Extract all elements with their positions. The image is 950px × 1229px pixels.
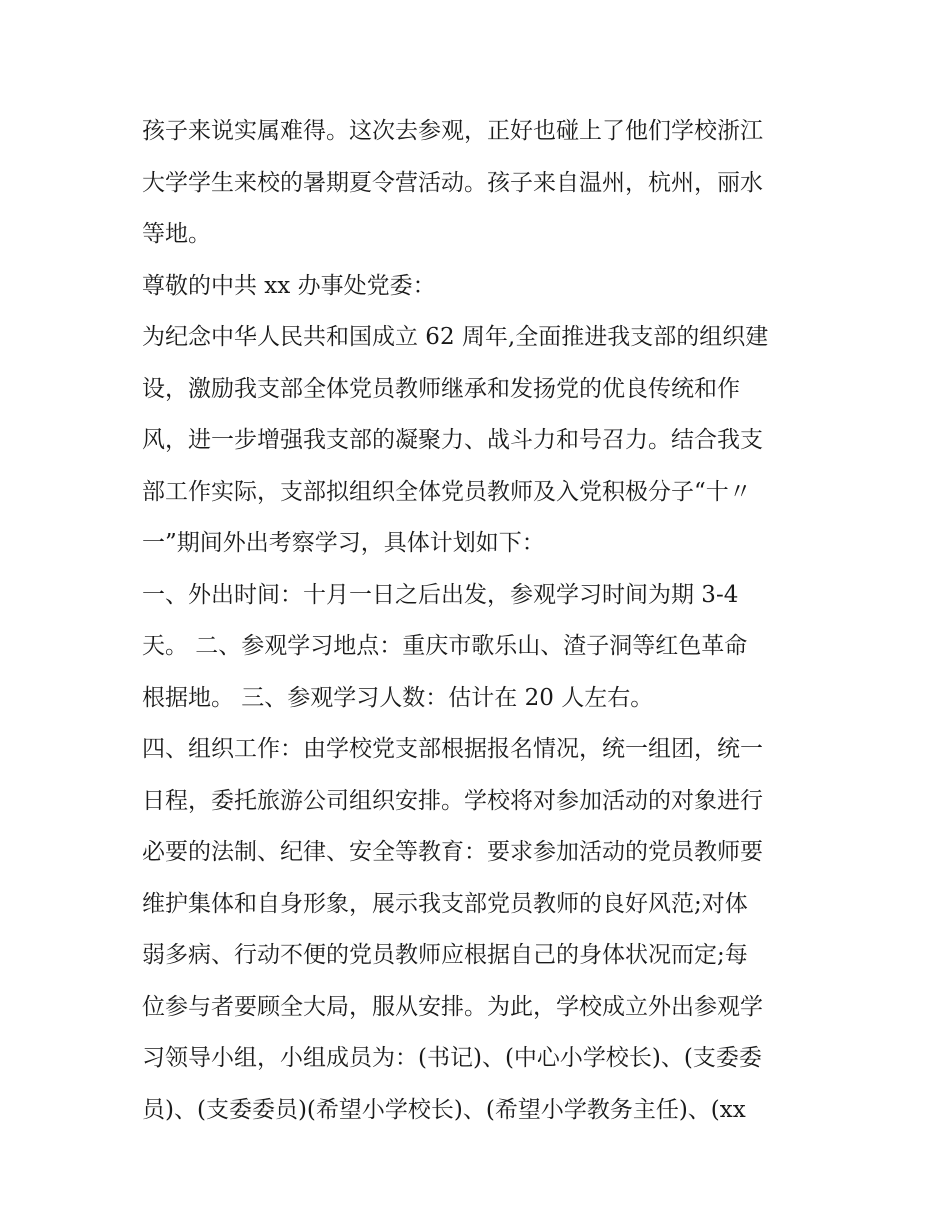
text-line: 一”期间外出考察学习，具体计划如下：	[142, 530, 545, 556]
text-line: 根据地。 三、参观学习人数：估计在 20 人左右。	[142, 684, 654, 711]
document-body	[142, 106, 814, 1136]
text-line: 必要的法制、纪律、安全等教育：要求参加活动的党员教师要	[142, 839, 763, 865]
text-line: 弱多病、行动不便的党员教师应根据自己的身体状况而定;每	[142, 942, 748, 968]
text-line: 一、外出时间：十月一日之后出发，参观学习时间为期 3-4	[142, 581, 739, 608]
text-line: 等地。	[142, 221, 211, 247]
text-line: 习领导小组，小组成员为：(书记)、(中心小学校长)、(支委委	[142, 1045, 762, 1071]
text-line: 风，进一步增强我支部的凝聚力、战斗力和号召力。结合我支	[142, 427, 763, 453]
text-line: 设，激励我支部全体党员教师继承和发扬党的优良传统和作	[142, 375, 740, 402]
text-line: 天。 二、参观学习地点：重庆市歌乐山、渣子洞等红色革命	[142, 633, 748, 659]
text-line: 为纪念中华人民共和国成立 62 周年,全面推进我支部的组织建	[142, 324, 769, 350]
text-line: 日程，委托旅游公司组织安排。学校将对参加活动的对象进行	[142, 787, 763, 814]
text-line: 维护集体和自身形象，展示我支部党员教师的良好风范;对体	[142, 890, 748, 917]
text-line: 部工作实际，支部拟组织全体党员教师及入党积极分子“十〃	[142, 478, 752, 505]
text-line: 四、组织工作：由学校党支部根据报名情况，统一组团，统一	[142, 736, 763, 762]
text-line: 孩子来说实属难得。这次去参观，正好也碰上了他们学校浙江	[142, 118, 763, 144]
salutation-line: 尊敬的中共 xx 办事处党委：	[142, 272, 436, 299]
text-line: 位参与者要顾全大局，服从安排。为此，学校成立外出参观学	[142, 993, 763, 1020]
text-line: 员)、(支委委员)(希望小学校长)、(希望小学教务主任)、(xx	[142, 1096, 746, 1123]
text-line: 大学学生来校的暑期夏令营活动。孩子来自温州，杭州，丽水	[142, 169, 763, 196]
